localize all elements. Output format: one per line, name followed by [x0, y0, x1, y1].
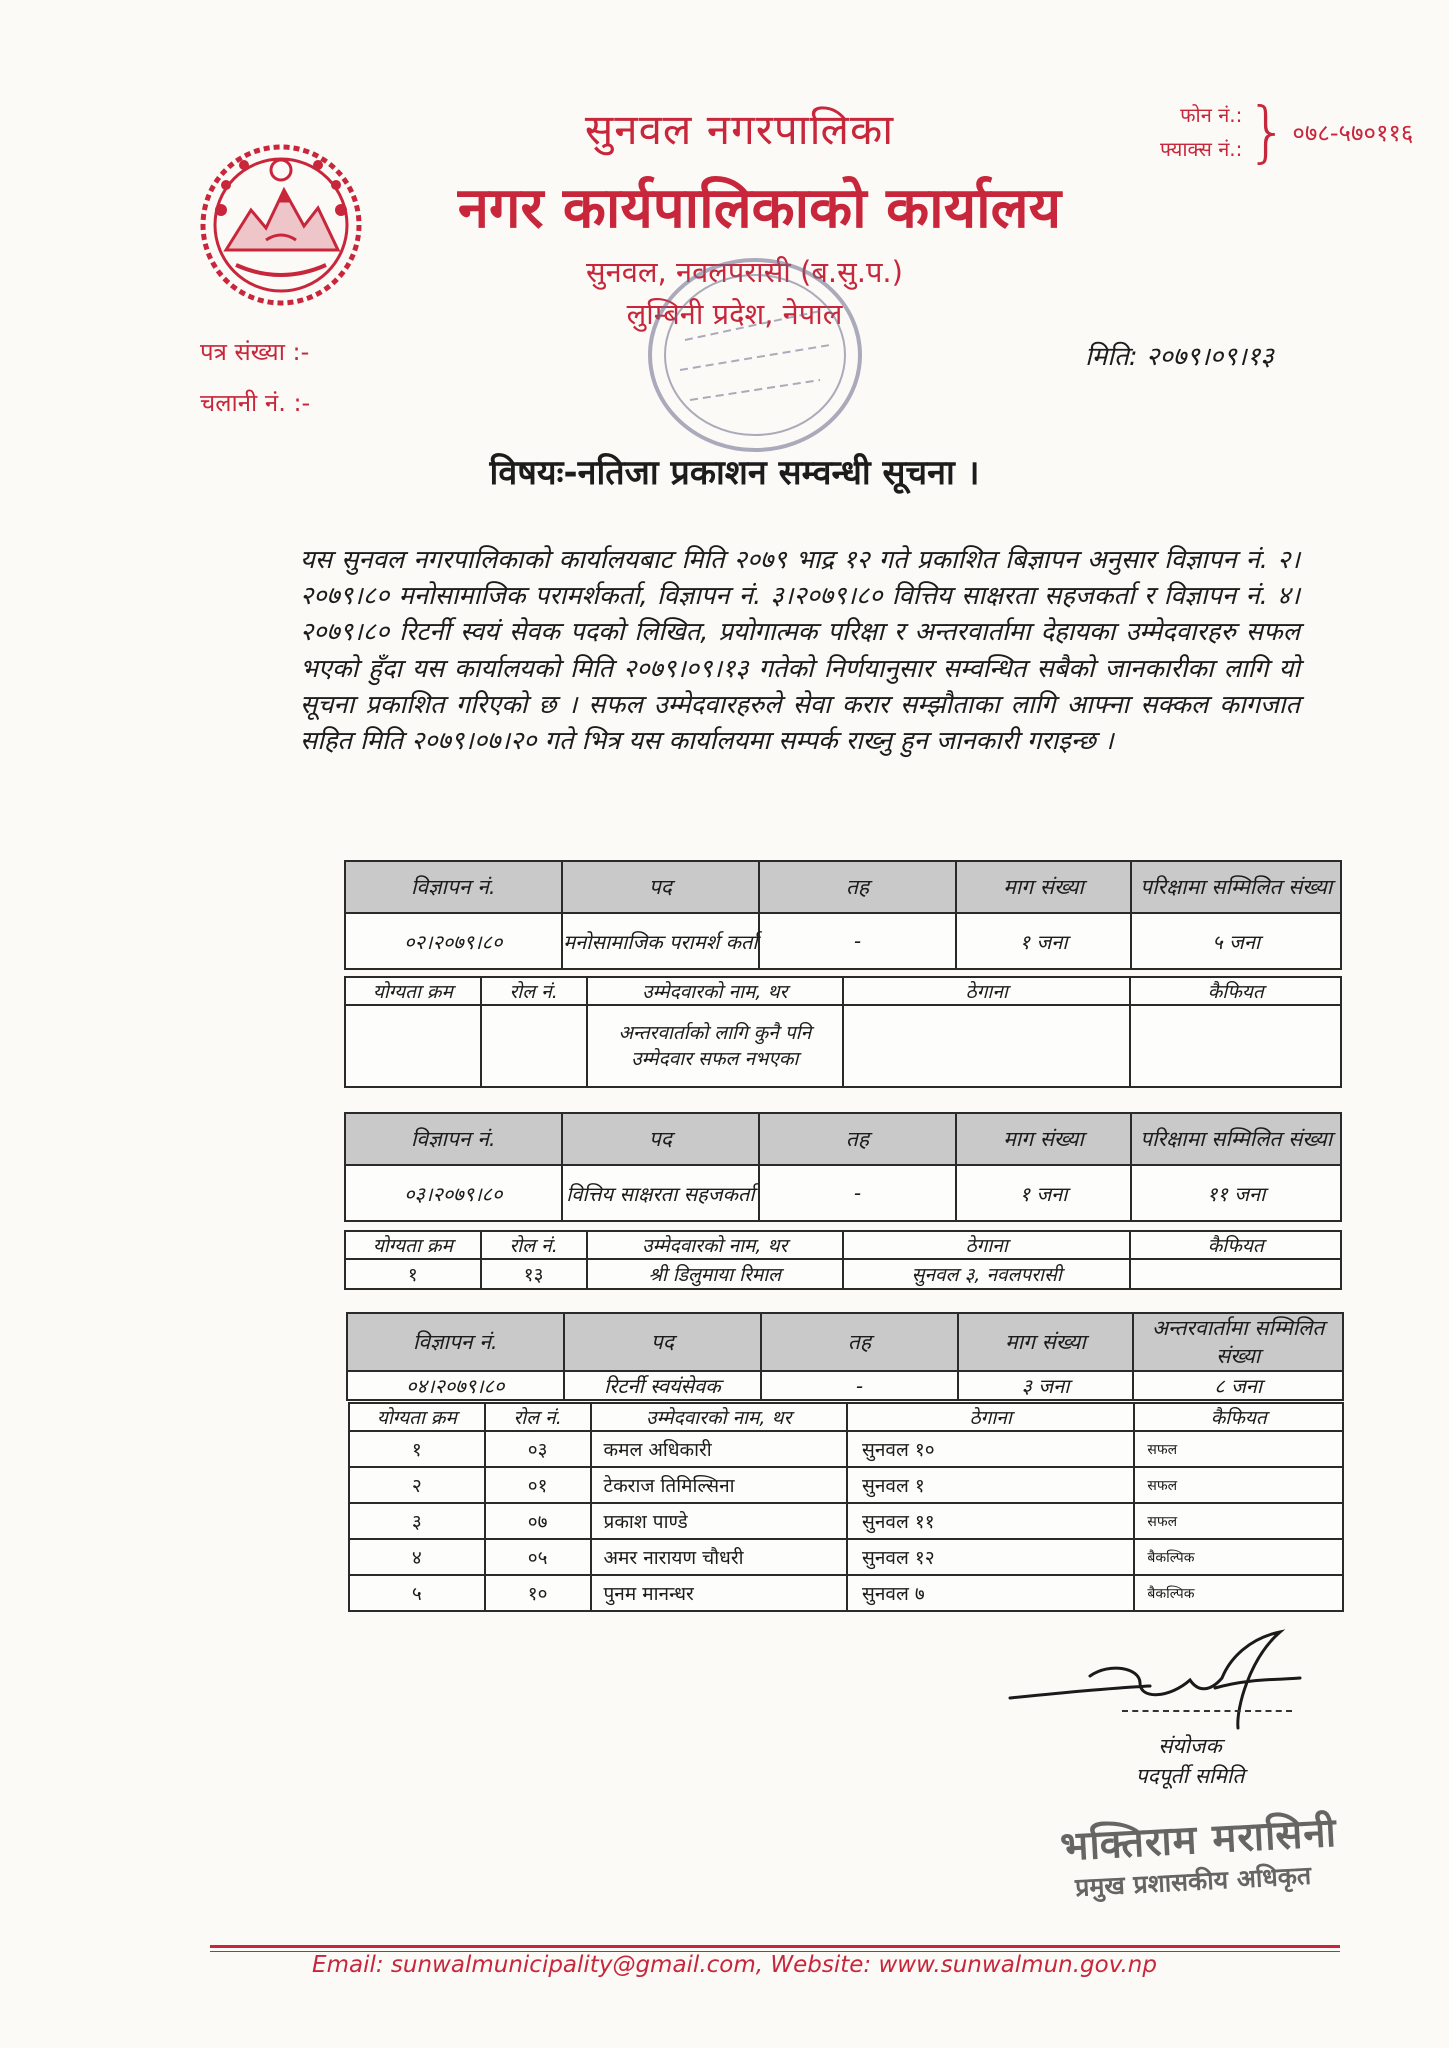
merit-cell: १ [349, 1431, 485, 1467]
address-cell: सुनवल १ [847, 1467, 1134, 1503]
table-row [349, 1467, 1343, 1503]
remark-cell [1130, 1259, 1341, 1289]
no-candidate-note: अन्तरवार्ताको लागि कुनै पनि उम्मेदवार सफल नभएका [587, 1005, 844, 1087]
name-cell: टेकराज तिमिल्सिना [591, 1467, 848, 1503]
name-cell: कमल अधिकारी [591, 1431, 848, 1467]
address-cell: सुनवल १२ [847, 1539, 1134, 1575]
header-level: तह [761, 1313, 958, 1371]
header-demand: माग संख्या [956, 1113, 1132, 1165]
name-cell: पुनम मानन्धर [591, 1575, 848, 1611]
merit-cell: २ [349, 1467, 485, 1503]
header-ad-no: विज्ञापन नं. [345, 1113, 562, 1165]
demand-cell: १ जना [956, 1165, 1132, 1221]
ad-02-candidate-table [344, 976, 1342, 1088]
header-exam-count: परिक्षामा सम्मिलित संख्या [1131, 861, 1341, 913]
merit-cell: ४ [349, 1539, 485, 1575]
header-interview-count: अन्तरवार्तामा सम्मिलित संख्या [1133, 1313, 1343, 1371]
header-candidate: उम्मेदवारको नाम, थर [591, 1403, 848, 1431]
header-roll: रोल नं. [481, 1231, 587, 1259]
signatory-committee: पदपूर्ती समिति [1135, 1764, 1245, 1788]
address-cell: सुनवल १० [847, 1431, 1134, 1467]
ad-03-summary-table [344, 1112, 1342, 1222]
signature-line [1122, 1710, 1292, 1712]
header-merit: योग्यता क्रम [349, 1403, 485, 1431]
count-cell: ११ जना [1131, 1165, 1341, 1221]
level-cell: - [759, 913, 956, 969]
ad-03-candidate-table [344, 1230, 1342, 1290]
officer-stamp-title: प्रमुख प्रशासकीय अधिकृत [1074, 1860, 1312, 1903]
table-row [349, 1503, 1343, 1539]
phone-label: फोन नं.: [1180, 103, 1243, 127]
header-post: पद [564, 1313, 762, 1371]
table-row [349, 1431, 1343, 1467]
header-demand: माग संख्या [958, 1313, 1134, 1371]
post-cell: वित्तिय साक्षरता सहजकर्ता [562, 1165, 760, 1221]
post-cell: रिटर्नी स्वयंसेवक [564, 1371, 762, 1400]
level-cell: - [759, 1165, 956, 1221]
footer-contact: Email: sunwalmunicipality@gmail.com, Website: www.sunwalmun.gov.np [312, 1952, 1157, 1978]
roll-cell: ०१ [485, 1467, 591, 1503]
header-ad-no: विज्ञापन नं. [347, 1313, 564, 1371]
roll-cell: १३ [481, 1259, 587, 1289]
remark-cell: सफल [1134, 1431, 1343, 1467]
table-row [349, 1575, 1343, 1611]
ad-04-candidate-table [348, 1402, 1344, 1612]
header-address: ठेगाना [847, 1403, 1134, 1431]
header-address: ठेगाना [843, 1231, 1130, 1259]
header-level: तह [759, 861, 956, 913]
header-roll: रोल नं. [485, 1403, 591, 1431]
header-demand: माग संख्या [956, 861, 1132, 913]
address-line-2: लुम्बिनी प्रदेश, नेपाल [626, 297, 843, 331]
table-row [345, 1259, 1341, 1289]
municipality-stamp-icon [640, 250, 870, 460]
ad-no-cell: ०२।२०७९।८० [345, 913, 562, 969]
count-cell: ५ जना [1131, 913, 1341, 969]
dispatch-number-label: चलानी नं. :- [200, 389, 311, 417]
header-candidate: उम्मेदवारको नाम, थर [587, 1231, 844, 1259]
header-remarks: कैफियत [1130, 1231, 1341, 1259]
roll-cell: ०७ [485, 1503, 591, 1539]
remark-cell: बैकल्पिक [1134, 1539, 1343, 1575]
header-roll: रोल नं. [481, 977, 587, 1005]
merit-cell: ५ [349, 1575, 485, 1611]
fax-label: फ्याक्स नं.: [1160, 137, 1243, 161]
remark-cell: सफल [1134, 1467, 1343, 1503]
header-ad-no: विज्ञापन नं. [345, 861, 562, 913]
header-merit: योग्यता क्रम [345, 1231, 481, 1259]
name-cell: प्रकाश पाण्डे [591, 1503, 848, 1539]
roll-cell: १० [485, 1575, 591, 1611]
officer-stamp-name: भक्तिराम मरासिनी [1059, 1809, 1339, 1871]
roll-cell: ०५ [485, 1539, 591, 1575]
office-name: नगर कार्यपालिकाको कार्यालय [457, 176, 1062, 241]
merit-cell: ३ [349, 1503, 485, 1539]
header-remarks: कैफियत [1134, 1403, 1343, 1431]
header-exam-count: परिक्षामा सम्मिलित संख्या [1131, 1113, 1341, 1165]
demand-cell: ३ जना [958, 1371, 1134, 1400]
letter-number-label: पत्र संख्या :- [200, 338, 310, 366]
demand-cell: १ जना [956, 913, 1132, 969]
address-line-1: सुनवल, नवलपरासी (ब.सु.प.) [586, 255, 903, 289]
level-cell: - [761, 1371, 958, 1400]
merit-cell: १ [345, 1259, 481, 1289]
ad-04-summary-table [346, 1312, 1344, 1401]
brace-icon: } [1246, 93, 1289, 170]
notice-subject: विषयः-नतिजा प्रकाशन सम्वन्धी सूचना । [489, 453, 980, 493]
contact-block [1160, 93, 1414, 170]
ad-02-summary-table [344, 860, 1342, 970]
header-remarks: कैफियत [1130, 977, 1341, 1005]
header-address: ठेगाना [843, 977, 1130, 1005]
header-level: तह [759, 1113, 956, 1165]
name-cell: अमर नारायण चौधरी [591, 1539, 848, 1575]
remark-cell: सफल [1134, 1503, 1343, 1539]
header-post: पद [562, 861, 760, 913]
header-post: पद [562, 1113, 760, 1165]
address-cell: सुनवल ११ [847, 1503, 1134, 1539]
signatory-title: संयोजक [1158, 1734, 1222, 1758]
notice-date: मिति: २०७९।०९।१३ [1085, 342, 1274, 372]
header-merit: योग्यता क्रम [345, 977, 481, 1005]
name-cell: श्री डिलुमाया रिमाल [587, 1259, 844, 1289]
contact-number: ०७८-५७०११६ [1292, 118, 1414, 147]
count-cell: ८ जना [1133, 1371, 1343, 1400]
post-cell: मनोसामाजिक परामर्श कर्ता [562, 913, 760, 969]
header-candidate: उम्मेदवारको नाम, थर [587, 977, 844, 1005]
roll-cell: ०३ [485, 1431, 591, 1467]
remark-cell: बैकल्पिक [1134, 1575, 1343, 1611]
municipality-name: सुनवल नगरपालिका [584, 105, 895, 154]
ad-no-cell: ०३।२०७९।८० [345, 1165, 562, 1221]
table-row [349, 1539, 1343, 1575]
address-cell: सुनवल ७ [847, 1575, 1134, 1611]
notice-body: यस सुनवल नगरपालिकाको कार्यालयबाट मिति २०७९ भाद्र १२ गते प्रकाशित बिज्ञापन अनुसार विज्ञापन नं. २।२०७९।८० मनोसामाजिक परामर्शकर्ता, विज्ञापन नं. ३।२०७९।८० वित्तिय साक्षरता सहजकर्ता र विज्ञापन नं. ४।२०७९।८० रिटर्नी स्वयं सेवक पदको लिखित, प्रयोगात्मक परिक्षा र अन्तरवार्तामा देहायका उम्मेदवारहरु सफल भएको हुँदा यस कार्यालयको मिति २०७९।०९।१३ गतेको निर्णयानुसार सम्वन्धित सबैको जानकारीका लागि यो सूचना प्रकाशित गरिएको छ । सफल उम्मेदवारहरुले सेवा करार सम्झौताका लागि आफ्ना सक्कल कागजात सहित मिति २०७९।०७।२० गते भित्र यस कार्यालयमा सम्पर्क राख्नु हुन जानकारी गराइन्छ । [300, 545, 1300, 757]
address-cell: सुनवल ३, नवलपरासी [843, 1259, 1130, 1289]
footer-divider [210, 1945, 1340, 1948]
ad-no-cell: ०४।२०७९।८० [347, 1371, 564, 1400]
